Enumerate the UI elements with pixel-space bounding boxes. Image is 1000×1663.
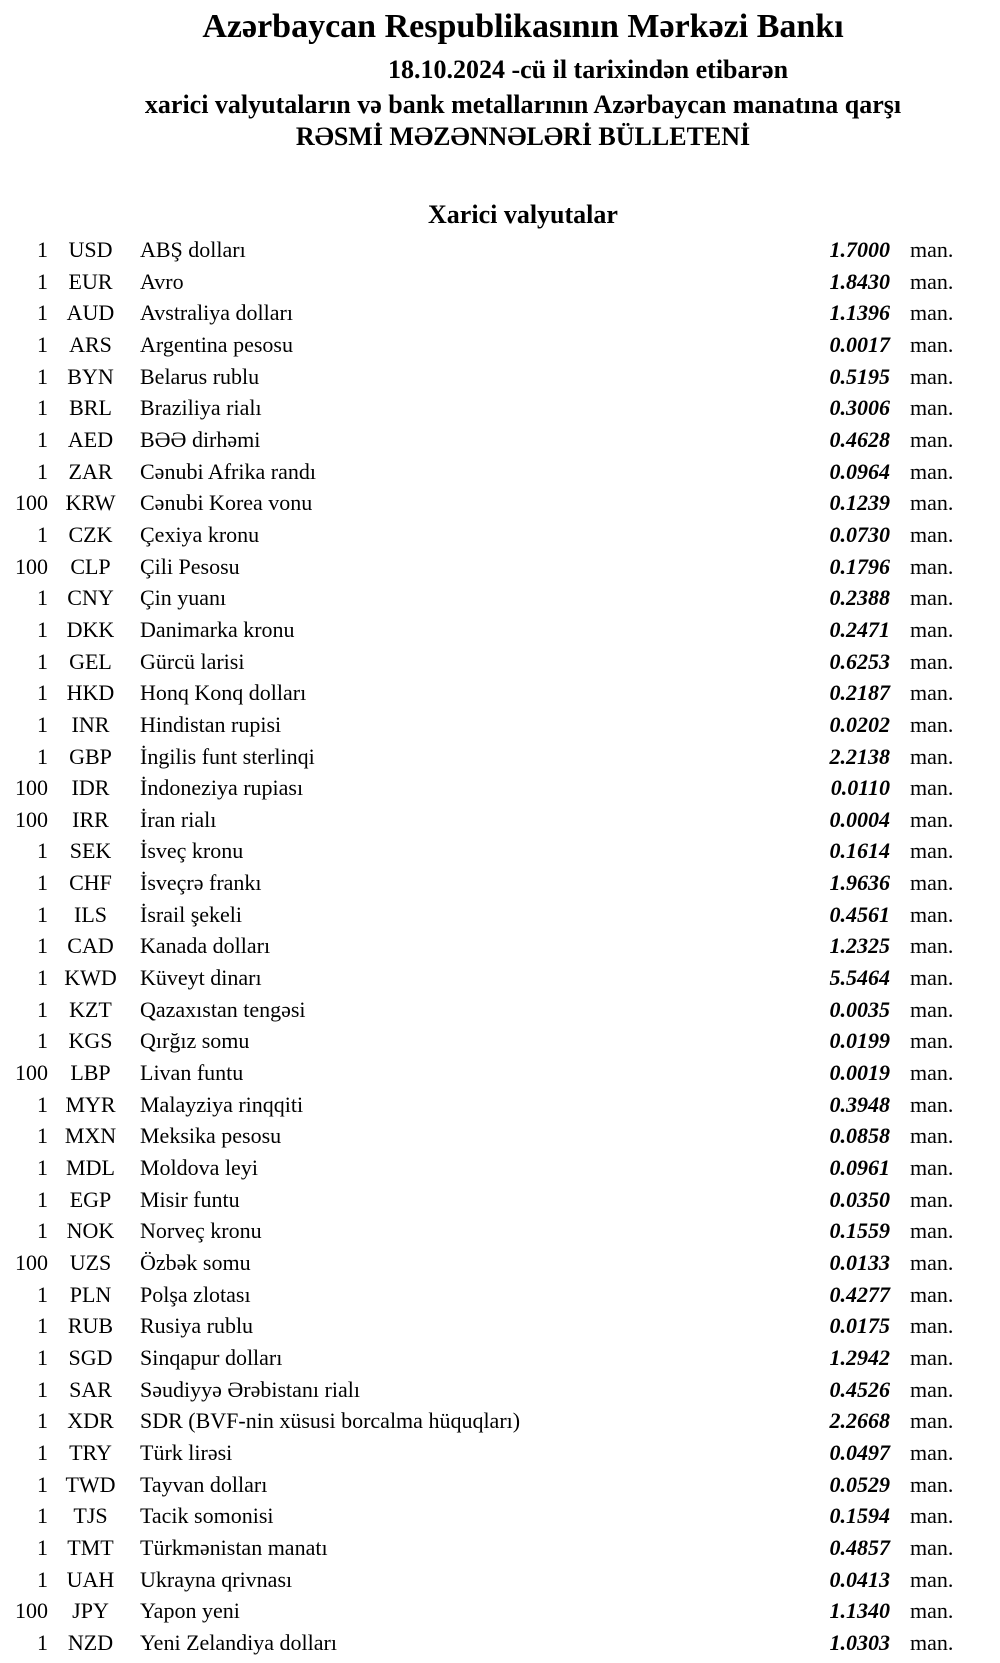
currency-code: EUR xyxy=(68,268,113,294)
currency-name: Honq Konq dolları xyxy=(140,680,307,706)
currency-name: Sinqapur dolları xyxy=(140,1344,283,1370)
currency-quantity: 1 xyxy=(37,870,48,896)
currency-rate: 1.9636 xyxy=(829,870,890,896)
currency-rate: 0.2187 xyxy=(829,680,890,706)
currency-name: Yeni Zelandiya dolları xyxy=(140,1629,337,1655)
currency-code: GBP xyxy=(69,743,112,769)
currency-rate: 0.0413 xyxy=(829,1566,890,1592)
currency-rate: 0.4526 xyxy=(829,1376,890,1402)
currency-quantity: 1 xyxy=(37,743,48,769)
table-row xyxy=(0,677,1000,709)
currency-code: KWD xyxy=(64,965,117,991)
currency-unit: man. xyxy=(910,775,954,801)
currency-rate: 2.2138 xyxy=(829,743,890,769)
currency-unit: man. xyxy=(910,363,954,389)
table-row xyxy=(0,329,1000,361)
currency-quantity: 1 xyxy=(37,1344,48,1370)
currency-rate: 0.0961 xyxy=(829,1155,890,1181)
table-row xyxy=(0,1627,1000,1659)
currency-rate: 2.2668 xyxy=(829,1408,890,1434)
currency-code: SGD xyxy=(68,1344,113,1370)
currency-code: CLP xyxy=(70,553,111,579)
currency-unit: man. xyxy=(910,743,954,769)
currency-code: CAD xyxy=(67,933,114,959)
currency-quantity: 1 xyxy=(37,1471,48,1497)
currency-name: Malayziya rinqqiti xyxy=(140,1091,304,1117)
currency-code: BRL xyxy=(69,395,112,421)
currency-code: IRR xyxy=(72,806,109,832)
currency-unit: man. xyxy=(910,1218,954,1244)
currency-rate: 1.1340 xyxy=(829,1598,890,1624)
currency-unit: man. xyxy=(910,1439,954,1465)
currency-code: DKK xyxy=(66,616,115,642)
currency-quantity: 100 xyxy=(15,1598,48,1624)
currency-rate: 0.4628 xyxy=(829,426,890,452)
currency-quantity: 1 xyxy=(37,363,48,389)
table-row xyxy=(0,1437,1000,1469)
currency-unit: man. xyxy=(910,1534,954,1560)
currency-rate: 0.3948 xyxy=(829,1091,890,1117)
currency-rate: 0.0529 xyxy=(829,1471,890,1497)
currency-code: LBP xyxy=(70,1060,111,1086)
currency-unit: man. xyxy=(910,870,954,896)
currency-quantity: 100 xyxy=(15,1250,48,1275)
currency-name: İsveç kronu xyxy=(140,838,244,864)
currency-name: Kanada dolları xyxy=(140,933,271,959)
table-row xyxy=(0,487,1000,519)
currency-name: Gürcü larisi xyxy=(140,648,245,674)
currency-name: Misir funtu xyxy=(140,1186,240,1212)
subtitle-line-1: xarici valyutaların və bank metallarının Azərbaycan manatına qarşı xyxy=(144,90,902,119)
currency-code: PLN xyxy=(69,1281,112,1307)
table-row xyxy=(0,234,1000,266)
currency-code: ZAR xyxy=(68,458,113,484)
currency-rate: 0.0004 xyxy=(829,806,890,832)
currency-unit: man. xyxy=(910,1471,954,1497)
currency-code: MYR xyxy=(65,1091,116,1117)
table-row xyxy=(0,804,1000,836)
currency-unit: man. xyxy=(910,1503,954,1529)
currency-quantity: 1 xyxy=(37,458,48,484)
currency-quantity: 1 xyxy=(37,1123,48,1149)
currency-quantity: 1 xyxy=(37,1408,48,1434)
currency-code: RUB xyxy=(67,1313,114,1339)
currency-rate: 0.0110 xyxy=(830,775,890,801)
currency-rate: 0.0858 xyxy=(829,1123,890,1149)
currency-name: BƏƏ dirhəmi xyxy=(140,426,261,452)
currency-name: Səudiyyə Ərəbistanı rialı xyxy=(140,1376,360,1402)
currency-quantity: 1 xyxy=(37,996,48,1022)
table-row xyxy=(0,1057,1000,1089)
currency-name: Türkmənistan manatı xyxy=(140,1534,328,1560)
currency-rate: 0.6253 xyxy=(829,648,890,674)
currency-code: CNY xyxy=(67,585,114,611)
currency-code: TJS xyxy=(73,1503,108,1529)
currency-quantity: 1 xyxy=(37,1503,48,1529)
currency-rate: 0.1796 xyxy=(829,553,890,579)
currency-quantity: 1 xyxy=(37,933,48,959)
table-row xyxy=(0,266,1000,298)
currency-rate: 5.5464 xyxy=(829,965,890,991)
currency-quantity: 1 xyxy=(37,616,48,642)
currency-name: Cənubi Afrika randı xyxy=(140,458,316,484)
table-row xyxy=(0,1564,1000,1596)
currency-quantity: 1 xyxy=(37,1091,48,1117)
currency-rate: 1.8430 xyxy=(829,268,890,294)
table-row xyxy=(0,582,1000,614)
table-row xyxy=(0,1152,1000,1184)
currency-code: JPY xyxy=(72,1598,109,1624)
currency-unit: man. xyxy=(910,268,954,294)
table-row xyxy=(0,1279,1000,1311)
currency-name: Tayvan dolları xyxy=(140,1471,268,1497)
currency-name: İsveçrə frankı xyxy=(140,870,262,896)
effective-date-line: 18.10.2024 -cü il tarixindən etibarən xyxy=(387,55,789,84)
currency-name: Ukrayna qrivnası xyxy=(140,1566,293,1592)
currency-name: ABŞ dolları xyxy=(140,237,246,262)
currency-quantity: 1 xyxy=(37,1439,48,1465)
table-row xyxy=(0,1120,1000,1152)
currency-rate: 0.4561 xyxy=(829,901,890,927)
table-row xyxy=(0,392,1000,424)
currency-code: UAH xyxy=(66,1566,115,1592)
table-row xyxy=(0,1247,1000,1279)
table-row xyxy=(0,1089,1000,1121)
currency-rate: 0.0175 xyxy=(829,1313,890,1339)
currency-name: Küveyt dinarı xyxy=(140,965,262,991)
currency-name: Danimarka kronu xyxy=(140,616,295,642)
currency-unit: man. xyxy=(910,1313,954,1339)
currency-code: NZD xyxy=(67,1629,114,1655)
currency-name: İsrail şekeli xyxy=(140,901,243,927)
currency-name: İndoneziya rupiası xyxy=(140,775,304,801)
currency-quantity: 100 xyxy=(15,490,48,516)
currency-unit: man. xyxy=(910,996,954,1022)
currency-unit: man. xyxy=(910,237,954,262)
currency-code: MDL xyxy=(66,1155,115,1181)
currency-unit: man. xyxy=(910,331,954,357)
table-row xyxy=(0,1469,1000,1501)
currency-unit: man. xyxy=(910,1344,954,1370)
currency-name: Çili Pesosu xyxy=(140,553,240,579)
section-title-foreign-currencies: Xarici valyutalar xyxy=(428,200,618,229)
currency-code: USD xyxy=(68,237,113,262)
currency-code: CHF xyxy=(69,870,112,896)
currency-rate: 0.3006 xyxy=(829,395,890,421)
table-row xyxy=(0,772,1000,804)
currency-code: SAR xyxy=(69,1376,112,1402)
table-row xyxy=(0,361,1000,393)
currency-code: EGP xyxy=(69,1186,112,1212)
currency-quantity: 100 xyxy=(15,806,48,832)
currency-code: AED xyxy=(67,426,114,452)
page-title: Azərbaycan Respublikasının Mərkəzi Bankı xyxy=(202,8,844,45)
currency-unit: man. xyxy=(910,490,954,516)
currency-quantity: 1 xyxy=(37,1186,48,1212)
currency-code: ILS xyxy=(74,901,107,927)
currency-name: İran rialı xyxy=(140,806,217,832)
table-row xyxy=(0,1215,1000,1247)
currency-quantity: 100 xyxy=(15,775,48,801)
currency-rate: 0.0964 xyxy=(829,458,890,484)
currency-rate: 0.0133 xyxy=(829,1250,890,1275)
currency-rate: 0.5195 xyxy=(829,363,890,389)
table-row xyxy=(0,519,1000,551)
table-row xyxy=(0,867,1000,899)
table-row xyxy=(0,1025,1000,1057)
table-row xyxy=(0,646,1000,678)
currency-quantity: 1 xyxy=(37,680,48,706)
currency-rate: 0.4277 xyxy=(829,1281,890,1307)
currency-unit: man. xyxy=(910,1123,954,1149)
currency-quantity: 1 xyxy=(37,300,48,326)
currency-name: Braziliya rialı xyxy=(140,395,262,421)
currency-unit: man. xyxy=(910,1028,954,1054)
currency-code: KGS xyxy=(68,1028,113,1054)
currency-quantity: 1 xyxy=(37,1376,48,1402)
currency-unit: man. xyxy=(910,1629,954,1655)
currency-quantity: 100 xyxy=(15,1060,48,1086)
currency-quantity: 1 xyxy=(37,1534,48,1560)
currency-rate: 1.2942 xyxy=(829,1344,890,1370)
currency-code: MXN xyxy=(64,1123,117,1149)
currency-code: NOK xyxy=(66,1218,115,1244)
table-row xyxy=(0,1374,1000,1406)
currency-name: Avstraliya dolları xyxy=(140,300,293,326)
currency-name: Qırğız somu xyxy=(140,1028,250,1054)
currency-rate: 0.1614 xyxy=(829,838,890,864)
currency-unit: man. xyxy=(910,585,954,611)
currency-code: AUD xyxy=(66,300,115,326)
currency-code: IDR xyxy=(71,775,110,801)
currency-quantity: 1 xyxy=(37,1155,48,1181)
currency-name: Avro xyxy=(140,268,184,294)
currency-quantity: 1 xyxy=(37,1629,48,1655)
currency-quantity: 1 xyxy=(37,1218,48,1244)
table-row xyxy=(0,1532,1000,1564)
currency-unit: man. xyxy=(910,1250,954,1275)
currency-unit: man. xyxy=(910,648,954,674)
currency-name: Çexiya kronu xyxy=(140,521,260,547)
currency-unit: man. xyxy=(910,1186,954,1212)
currency-name: SDR (BVF-nin xüsusi borcalma hüquqları) xyxy=(140,1408,521,1434)
currency-name: Özbək somu xyxy=(140,1250,251,1275)
currency-code: KZT xyxy=(69,996,112,1022)
currency-quantity: 1 xyxy=(37,331,48,357)
currency-quantity: 1 xyxy=(37,237,48,262)
currency-quantity: 1 xyxy=(37,426,48,452)
currency-unit: man. xyxy=(910,1408,954,1434)
currency-name: Rusiya rublu xyxy=(140,1313,254,1339)
currency-unit: man. xyxy=(910,521,954,547)
currency-quantity: 1 xyxy=(37,648,48,674)
currency-unit: man. xyxy=(910,680,954,706)
currency-rate: 0.4857 xyxy=(829,1534,890,1560)
currency-unit: man. xyxy=(910,553,954,579)
currency-name: Tacik somonisi xyxy=(140,1503,274,1529)
table-row xyxy=(0,456,1000,488)
currency-unit: man. xyxy=(910,965,954,991)
table-row xyxy=(0,930,1000,962)
currency-code: UZS xyxy=(69,1250,112,1275)
currency-rate: 0.1239 xyxy=(829,490,890,516)
subtitle-line-2: RƏSMİ MƏZƏNNƏLƏRİ BÜLLETENİ xyxy=(295,122,751,151)
currency-rate: 0.0730 xyxy=(829,521,890,547)
currency-unit: man. xyxy=(910,1060,954,1086)
currency-rate: 1.7000 xyxy=(829,237,890,262)
currency-rate: 0.2471 xyxy=(829,616,890,642)
currency-name: Qazaxıstan tengəsi xyxy=(140,996,306,1022)
table-row xyxy=(0,1310,1000,1342)
table-row xyxy=(0,741,1000,773)
currency-code: TMT xyxy=(67,1534,114,1560)
currency-name: Cənubi Korea vonu xyxy=(140,490,313,516)
currency-code: TRY xyxy=(69,1439,112,1465)
table-row xyxy=(0,1405,1000,1437)
currency-quantity: 1 xyxy=(37,521,48,547)
currency-name: Hindistan rupisi xyxy=(140,711,282,737)
currency-quantity: 1 xyxy=(37,268,48,294)
currency-rate: 0.0202 xyxy=(829,711,890,737)
currency-rate: 0.0019 xyxy=(829,1060,890,1086)
currency-quantity: 1 xyxy=(37,1281,48,1307)
currency-unit: man. xyxy=(910,616,954,642)
currency-code: CZK xyxy=(68,521,113,547)
currency-rate: 0.1559 xyxy=(829,1218,890,1244)
table-row xyxy=(0,614,1000,646)
currency-code: ARS xyxy=(69,331,112,357)
currency-name: Moldova leyi xyxy=(140,1155,258,1181)
currency-quantity: 1 xyxy=(37,965,48,991)
currency-rate: 0.2388 xyxy=(829,585,890,611)
currency-unit: man. xyxy=(910,1281,954,1307)
currency-rate: 0.0035 xyxy=(829,996,890,1022)
currency-quantity: 1 xyxy=(37,901,48,927)
table-row xyxy=(0,994,1000,1026)
currency-quantity: 100 xyxy=(15,553,48,579)
currency-name: Polşa zlotası xyxy=(140,1281,251,1307)
currency-quantity: 1 xyxy=(37,711,48,737)
currency-quantity: 1 xyxy=(37,1566,48,1592)
currency-code: KRW xyxy=(65,490,116,516)
table-row xyxy=(0,1184,1000,1216)
table-row xyxy=(0,835,1000,867)
currency-code: INR xyxy=(71,711,110,737)
currency-name: Livan funtu xyxy=(140,1060,244,1086)
currency-unit: man. xyxy=(910,300,954,326)
currency-name: Türk lirəsi xyxy=(140,1439,233,1465)
currency-code: BYN xyxy=(67,363,114,389)
currency-unit: man. xyxy=(910,711,954,737)
currency-unit: man. xyxy=(910,426,954,452)
table-row xyxy=(0,899,1000,931)
currency-quantity: 1 xyxy=(37,585,48,611)
currency-rate: 0.0199 xyxy=(829,1028,890,1054)
currency-rate: 0.1594 xyxy=(829,1503,890,1529)
exchange-rates-table xyxy=(0,234,1000,1659)
currency-quantity: 1 xyxy=(37,1028,48,1054)
table-row xyxy=(0,1500,1000,1532)
currency-rate: 0.0497 xyxy=(829,1439,890,1465)
currency-unit: man. xyxy=(910,838,954,864)
currency-unit: man. xyxy=(910,901,954,927)
currency-code: HKD xyxy=(66,680,115,706)
currency-rate: 1.2325 xyxy=(829,933,890,959)
currency-name: Norveç kronu xyxy=(140,1218,262,1244)
table-row xyxy=(0,297,1000,329)
table-row xyxy=(0,709,1000,741)
currency-name: Meksika pesosu xyxy=(140,1123,282,1149)
currency-quantity: 1 xyxy=(37,838,48,864)
table-row xyxy=(0,1342,1000,1374)
currency-rate: 0.0350 xyxy=(829,1186,890,1212)
currency-name: Argentina pesosu xyxy=(140,331,293,357)
currency-unit: man. xyxy=(910,1598,954,1624)
currency-name: Çin yuanı xyxy=(140,585,227,611)
currency-rate: 1.0303 xyxy=(829,1629,890,1655)
currency-unit: man. xyxy=(910,458,954,484)
table-row xyxy=(0,551,1000,583)
currency-quantity: 1 xyxy=(37,395,48,421)
currency-quantity: 1 xyxy=(37,1313,48,1339)
currency-unit: man. xyxy=(910,1376,954,1402)
currency-unit: man. xyxy=(910,1155,954,1181)
currency-unit: man. xyxy=(910,806,954,832)
currency-rate: 1.1396 xyxy=(829,300,890,326)
table-row xyxy=(0,1595,1000,1627)
currency-name: Yapon yeni xyxy=(140,1598,240,1624)
currency-code: TWD xyxy=(65,1471,116,1497)
currency-unit: man. xyxy=(910,933,954,959)
currency-rate: 0.0017 xyxy=(829,331,890,357)
currency-code: GEL xyxy=(69,648,112,674)
currency-name: İngilis funt sterlinqi xyxy=(140,743,315,769)
currency-name: Belarus rublu xyxy=(140,363,260,389)
table-row xyxy=(0,962,1000,994)
currency-code: SEK xyxy=(69,838,112,864)
currency-unit: man. xyxy=(910,395,954,421)
currency-unit: man. xyxy=(910,1091,954,1117)
currency-code: XDR xyxy=(67,1408,114,1434)
table-row xyxy=(0,424,1000,456)
currency-unit: man. xyxy=(910,1566,954,1592)
